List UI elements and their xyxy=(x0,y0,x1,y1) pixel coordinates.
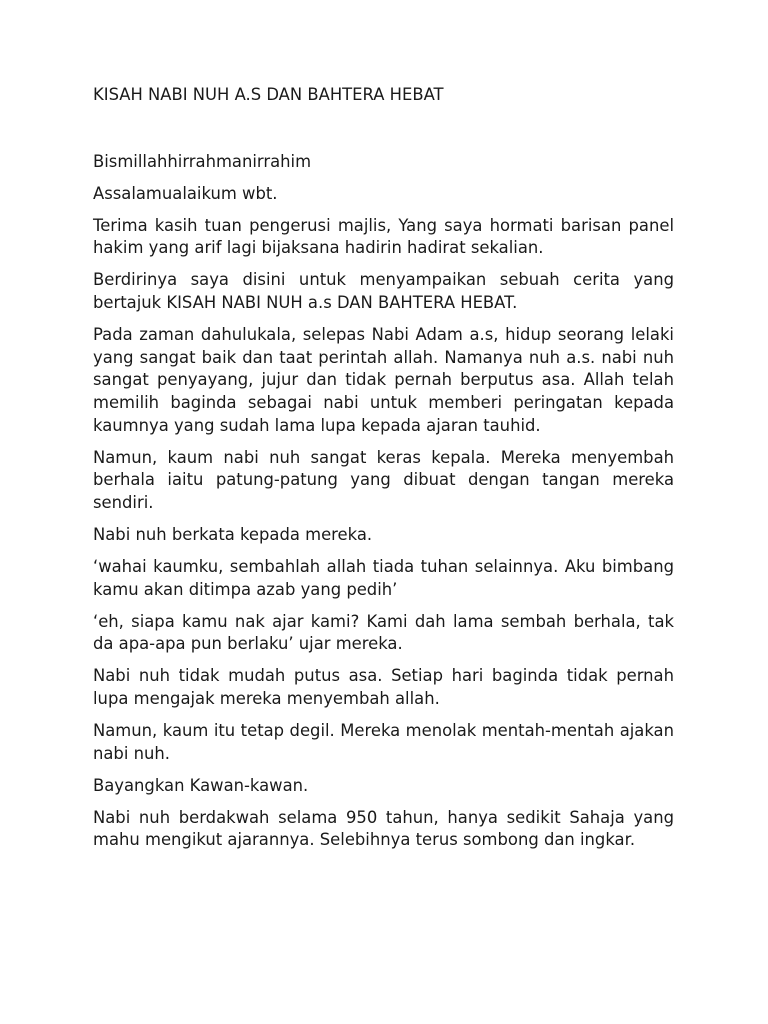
paragraph-story-1: Pada zaman dahulukala, selepas Nabi Adam a.s, hidup seorang lelaki yang sangat baik dan taat perintah allah. Namanya nuh a.s. nabi nuh sangat penyayang, jujur dan tidak pernah berputus asa. Allah telah memilih baginda sebagai nabi untuk memberi peringatan kepada kaumnya yang sudah lama lupa kepada ajaran tauhid. xyxy=(93,325,674,435)
paragraph-greeting: Assalamualaikum wbt. xyxy=(93,183,278,203)
document-body xyxy=(93,84,674,862)
paragraph-story-4: Nabi nuh tidak mudah putus asa. Setiap hari baginda tidak pernah lupa mengajak mereka menyembah allah. xyxy=(93,666,674,708)
paragraph-quote-2: ‘eh, siapa kamu nak ajar kami? Kami dah lama sembah berhala, tak da apa-apa pun berlaku’ ujar mereka. xyxy=(93,611,674,654)
paragraph-quote-1: ‘wahai kaumku, sembahlah allah tiada tuhan selainnya. Aku bimbang kamu akan ditimpa azab yang pedih’ xyxy=(93,557,674,599)
document-title: KISAH NABI NUH A.S DAN BAHTERA HEBAT xyxy=(93,85,444,104)
paragraph-story-3: Nabi nuh berkata kepada mereka. xyxy=(93,524,373,544)
paragraph-bismillah: Bismillahhirrahmanirrahim xyxy=(93,151,312,171)
paragraph-thanks: Terima kasih tuan pengerusi majlis, Yang saya hormati barisan panel hakim yang arif lagi bijaksana hadirin hadirat sekalian. xyxy=(93,215,674,258)
paragraph-intro: Berdirinya saya disini untuk menyampaikan sebuah cerita yang bertajuk KISAH NABI NUH a.s DAN BAHTERA HEBAT. xyxy=(93,270,674,313)
paragraph-story-2: Namun, kaum nabi nuh sangat keras kepala. Mereka menyembah berhala iaitu patung-patung yang dibuat dengan tangan mereka sendiri. xyxy=(93,447,674,512)
paragraph-story-6: Bayangkan Kawan-kawan. xyxy=(93,775,309,795)
paragraph-story-5: Namun, kaum itu tetap degil. Mereka menolak mentah-mentah ajakan nabi nuh. xyxy=(93,721,674,763)
paragraph-story-7: Nabi nuh berdakwah selama 950 tahun, hanya sedikit Sahaja yang mahu mengikut ajarannya. Selebihnya terus sombong dan ingkar. xyxy=(93,807,674,850)
